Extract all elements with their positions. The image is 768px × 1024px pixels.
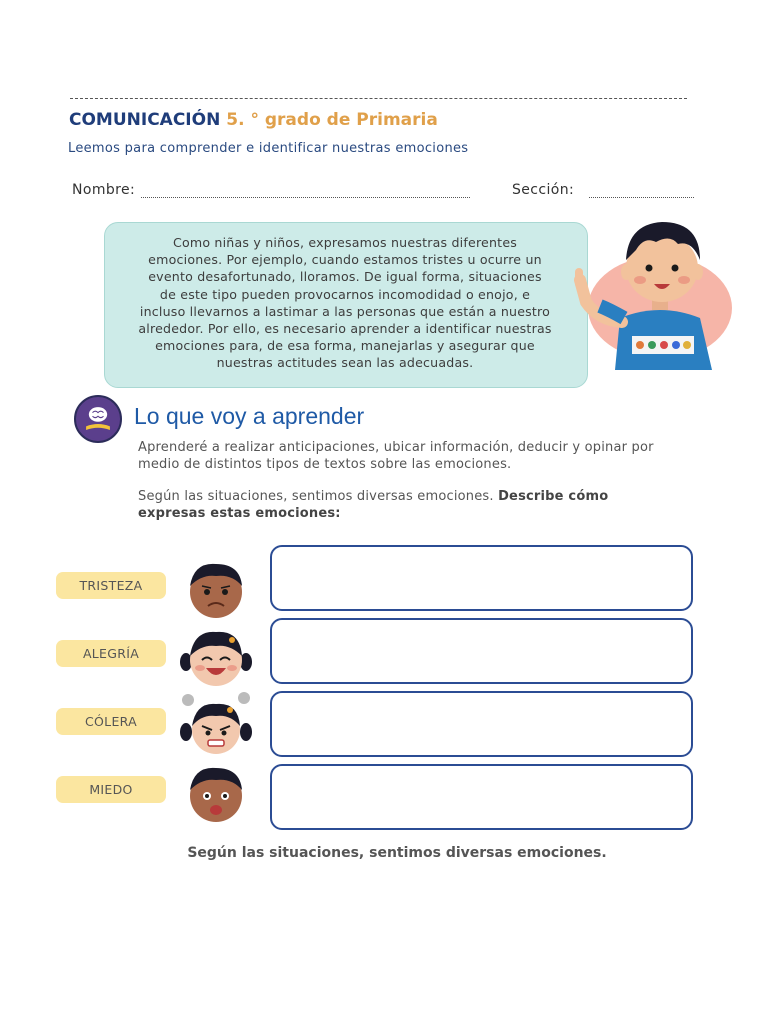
instruction-text: Según las situaciones, sentimos diversas emociones. [138,489,499,504]
answer-box-colera[interactable] [270,691,693,757]
section-field[interactable] [589,196,694,198]
intro-line: alrededor. Por ello, es necesario aprender a identificar nuestras [138,321,552,337]
intro-line: evento desafortunado, lloramos. De igual forma, situaciones [148,269,542,285]
page-subtitle: Leemos para comprender e identificar nuestras emociones [68,141,469,156]
boy-pointing-illustration [560,210,736,370]
footer-caption: Según las situaciones, sentimos diversas emociones. [187,845,607,861]
angry-face-icon [180,688,252,756]
intro-line: Como niñas y niños, expresamos nuestras diferentes [172,235,518,250]
emotion-label-miedo: MIEDO [56,776,166,803]
page-title [69,110,438,130]
section-title: Lo que voy a aprender [134,403,365,429]
emotion-label-colera: CÓLERA [56,708,166,735]
brain-book-icon [74,395,122,443]
top-divider [70,98,687,99]
instruction-paragraph [138,488,638,522]
scared-face-icon [180,760,252,828]
grade-label: 5. ° grado de Primaria [226,110,438,130]
answer-box-alegria[interactable] [270,618,693,684]
intro-line: nuestras actitudes sean las adecuadas. [216,355,474,371]
answer-box-tristeza[interactable] [270,545,693,611]
subject-label: COMUNICACIÓN [69,110,221,130]
happy-face-icon [180,622,252,690]
instruction-bold: Describe cómo expresas estas emociones: [138,489,609,521]
section-label: Sección: [512,182,575,198]
name-field[interactable] [141,196,470,198]
emotion-label-tristeza: TRISTEZA [56,572,166,599]
intro-line: de este tipo pueden provocarnos incomodidad o enojo, e [159,286,531,302]
intro-text [118,234,572,372]
intro-line: incluso llevarnos a lastimar a las personas que están a nuestro [139,303,551,319]
emotion-label-alegria: ALEGRÍA [56,640,166,667]
name-label: Nombre: [72,182,136,198]
intro-line: emociones para, de esa forma, manejarlas y asegurar que [155,338,535,354]
intro-line: emociones. Por ejemplo, cuando estamos tristes u ocurre un [148,252,542,268]
learn-paragraph: Aprenderé a realizar anticipaciones, ubicar información, deducir y opinar por medio de distintos tipos de textos sobre las emociones. [138,440,654,472]
answer-box-miedo[interactable] [270,764,693,830]
sad-face-icon [180,556,252,624]
